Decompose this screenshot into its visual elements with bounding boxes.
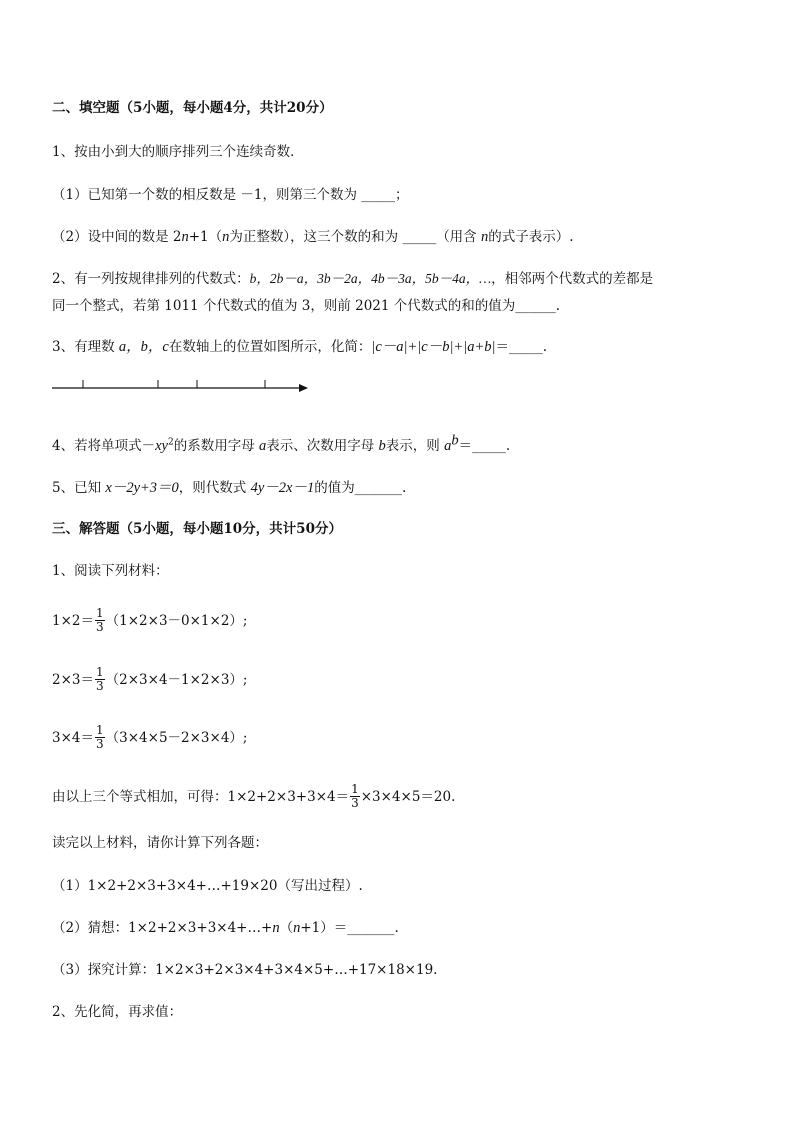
text: 3×4＝ — [52, 730, 94, 746]
text: 的式子表示）. — [488, 229, 574, 245]
section-3-heading: 三、解答题（5小题，每小题10分，共计50分） — [52, 521, 342, 537]
question-2-5 — [52, 479, 406, 497]
text: （ — [279, 920, 294, 936]
numerator: 1 — [96, 723, 104, 737]
question-2-2-line-1 — [52, 270, 653, 288]
fraction-one-third — [350, 783, 360, 810]
text: （2×3×4－1×2×3）; — [105, 672, 248, 688]
arrow-icon — [299, 384, 308, 392]
answer-blank: _____ — [361, 187, 396, 203]
text: 的值为_______. — [314, 480, 407, 496]
text: （用含 — [436, 229, 481, 245]
text: 的系数用字母 — [173, 438, 259, 454]
text: 2、有一列按规律排列的代数式： — [52, 271, 250, 287]
var-n: n — [293, 920, 301, 936]
text: ×3×4×5＝20. — [360, 789, 456, 805]
text: ，则代数式 — [178, 480, 251, 496]
var-n: n — [181, 229, 189, 245]
var-n: n — [222, 229, 230, 245]
text: ； — [395, 187, 409, 203]
text: 4、若将单项式－ — [52, 438, 156, 454]
var-b: b — [378, 438, 386, 454]
text: （3×4×5－2×3×4）; — [105, 730, 248, 746]
text: 为正整数），这三个数的和为 — [229, 229, 403, 245]
question-2-1: 1、按由小到大的顺序排列三个连续奇数． — [52, 144, 304, 160]
text: （2）设中间的数是 2 — [52, 229, 182, 245]
text: ，相邻两个代数式的差都是 — [491, 271, 654, 287]
task-2 — [52, 919, 399, 937]
var-a: a — [444, 438, 452, 454]
fraction-one-third — [95, 666, 105, 693]
text: +1）＝_______. — [300, 920, 399, 936]
question-3-1-intro: 1、阅读下列材料： — [52, 563, 169, 579]
denominator: 3 — [351, 796, 359, 810]
exponent: b — [451, 432, 459, 449]
numerator: 1 — [351, 782, 359, 796]
text: 表示、次数用字母 — [266, 438, 379, 454]
variables: a，b，c — [118, 339, 169, 355]
section-2-heading: 二、填空题（5小题，每小题4分，共计20分） — [52, 100, 333, 116]
text: +1（ — [188, 229, 223, 245]
task-1: （1）1×2+2×3+3×4+…+19×20（写出过程）. — [52, 878, 363, 894]
numerator: 1 — [96, 606, 104, 620]
text: 1×2＝ — [52, 613, 94, 629]
text: 3、有理数 — [52, 339, 119, 355]
fraction-one-third — [95, 724, 105, 751]
question-2-2-line-2: 同一个整式，若第 1011 个代数式的值为 3，则前 2021 个代数式的和的值为______. — [52, 298, 561, 314]
var-n: n — [480, 229, 489, 245]
sum-equation — [52, 784, 455, 811]
text: 在数轴上的位置如图所示，化简： — [168, 339, 372, 355]
number-line-figure — [52, 376, 322, 416]
text: 由以上三个等式相加，可得：1×2+2×3+3×4＝ — [52, 789, 350, 805]
question-3-2: 2、先化简，再求值： — [52, 1004, 183, 1020]
var-a: a — [259, 438, 267, 454]
text: （1×2×3－0×1×2）; — [105, 613, 248, 629]
equation-3 — [52, 725, 247, 752]
fraction-one-third — [95, 607, 105, 634]
equation-1 — [52, 608, 247, 635]
question-2-1-part-1 — [52, 186, 409, 204]
equation-2 — [52, 667, 247, 694]
question-2-4 — [52, 432, 511, 455]
question-2-3 — [52, 338, 547, 356]
expression: |c－a|+|c－b|+|a+b| — [371, 339, 496, 355]
numerator: 1 — [96, 665, 104, 679]
text: （2）猜想：1×2+2×3+3×4+…+ — [52, 920, 273, 936]
question-2-1-part-2 — [52, 228, 574, 246]
text: 5、已知 — [52, 480, 106, 496]
text: ＝_____. — [458, 438, 511, 454]
text: 表示，则 — [385, 438, 445, 454]
task-3: （3）探究计算：1×2×3+2×3×4+3×4×5+…+17×18×19. — [52, 962, 438, 978]
expression: b，2b－a，3b－2a，4b－3a，5b－4a，… — [249, 271, 492, 286]
text: （1）已知第一个数的相反数是 －1，则第三个数为 — [52, 187, 362, 203]
text: 2×3＝ — [52, 672, 94, 688]
answer-blank: _____ — [402, 229, 437, 245]
monomial: xy — [155, 438, 168, 454]
read-instruction: 读完以上材料，请你计算下列各题： — [52, 835, 268, 851]
var-n: n — [272, 920, 280, 936]
equation: x－2y+3＝0 — [105, 480, 179, 496]
denominator: 3 — [96, 737, 104, 751]
text: ＝_____. — [495, 339, 548, 355]
denominator: 3 — [96, 620, 104, 634]
expression: 4y－2x－1 — [250, 480, 315, 496]
denominator: 3 — [96, 679, 104, 693]
exponent: 2 — [167, 437, 174, 448]
